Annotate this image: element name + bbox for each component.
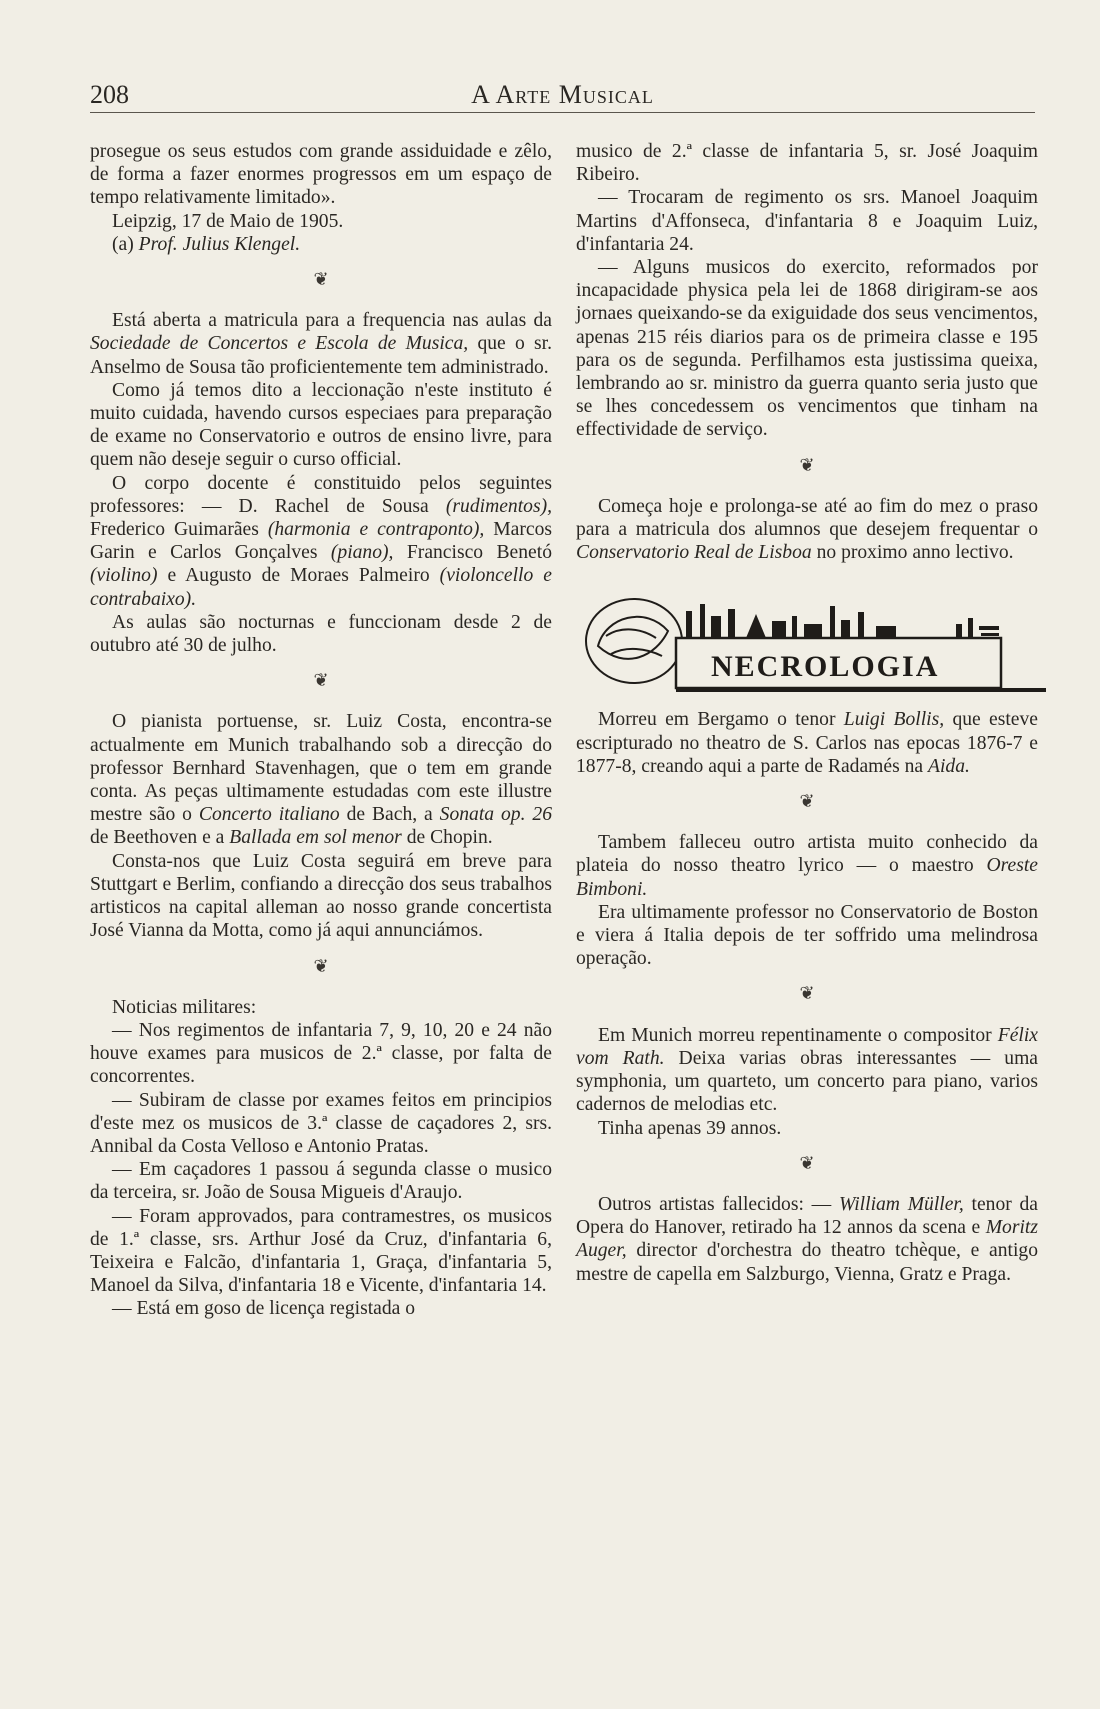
right-column [576,140,1038,1286]
fleuron-ornament-icon: ❦ [313,955,329,976]
necrologia-illustration [576,576,1046,696]
banner-title: NECROLOGIA [711,650,940,684]
paragraph: — Trocaram de regimento os srs. Manoel Joaquim Martins d'Affonseca, d'infantaria 8 e Joaquim Luiz, d'infantaria 24. [576,187,1038,255]
paragraph: Tinha apenas 39 annos. [598,1117,782,1139]
journal-title: A Arte Musical [471,80,654,109]
paragraph: Era ultimamente professor no Conservatorio de Boston e viera á Italia depois de ter soffrido uma melindrosa operação. [576,901,1038,970]
paragraph: Morreu em Bergamo o tenor Luigi Bollis, que esteve escripturado no theatro de S. Carlos nas epocas 1876-7 e 1877-8, creando aqui a parte de Radamés na Aida. [576,709,1038,777]
paragraph: Em Munich morreu repentinamente o compositor Félix vom Rath. Deixa varias obras interessantes — uma symphonia, um quarteto, um concerto para piano, varios cadernos de melodias etc. [576,1024,1039,1116]
fleuron-ornament-icon: ❦ [313,670,329,691]
dateline: Leipzig, 17 de Maio de 1905. [112,210,344,232]
page-header [90,72,1035,114]
paragraph: Como já temos dito a leccionação n'este instituto é muito cuidada, havendo cursos especiaes para preparação de exame no Conservatorio e outros de ensino livre, para quem não deseje seguir o curso official. [90,379,552,471]
paragraph: Consta-nos que Luiz Costa seguirá em breve para Stuttgart e Berlim, confiando a direcção dos seus trabalhos artisticos na capital alleman ao nosso grande concertista José Vianna da Motta, como já aqui annunciámos. [90,850,552,942]
fleuron-ornament-icon: ❦ [313,269,329,290]
paragraph: O pianista portuense, sr. Luiz Costa, encontra-se actualmente em Munich trabalhando sob a direcção do professor Bernhard Stavenhagen, que o tem em grande conta. As peças ultimamente estudadas com este illustre mestre são o Concerto italiano de Bach, a Sonata op. 26 de Beethoven e a Ballada em sol menor de Chopin. [90,711,552,849]
paragraph: Outros artistas fallecidos: — William Müller, tenor da Opera do Hanover, retirado ha 12 annos da scena e Moritz Auger, director d'orchestra do theatro tchèque, e antigo mestre de capella em Salzburgo, Vienna, Gratz e Praga. [576,1193,1038,1285]
fleuron-ornament-icon: ❦ [799,791,815,812]
left-column [90,140,552,1321]
paragraph: O corpo docente é constituido pelos seguintes professores: — D. Rachel de Sousa (rudimentos), Frederico Guimarães (harmonia e contraponto), Marcos Garin e Carlos Gonçalves (piano), Francisco Benetó (violino) e Augusto de Moraes Palmeiro (violoncello e contrabaixo). [90,472,553,610]
fleuron-ornament-icon: ❦ [799,454,815,475]
paragraph: — Foram approvados, para contramestres, os musicos de 1.ª classe, srs. Arthur José da Cruz, d'infantaria 6, Teixeira e Falcão, d'infantaria 1, Graça, d'infantaria 5, Manoel da Silva, d'infantaria 18 e Vicente, d'infantaria 14. [90,1205,552,1297]
paragraph: prosegue os seus estudos com grande assiduidade e zêlo, de forma a fazer enormes progressos em um espaço de tempo relativamente limitado». [90,141,552,209]
paragraph: — Está em goso de licença registada o [112,1298,416,1320]
header-rule [90,112,1035,113]
signature: (a) Prof. Julius Klengel. [112,233,301,255]
page-number: 208 [90,80,129,109]
paragraph: Tambem falleceu outro artista muito conhecido da plateia do nosso theatro lyrico — o maestro Oreste Bimboni. [576,832,1038,900]
paragraph: Está aberta a matricula para a frequencia nas aulas da Sociedade de Concertos e Escola de Musica, que o sr. Anselmo de Sousa tão proficientemente tem administrado. [90,310,553,378]
paragraph: Começa hoje e prolonga-se até ao fim do mez o praso para a matricula dos alumnos que desejem frequentar o Conservatorio Real de Lisboa no proximo anno lectivo. [576,495,1038,564]
paragraph: musico de 2.ª classe de infantaria 5, sr. José Joaquim Ribeiro. [576,141,1038,186]
paragraph: Noticias militares: [112,996,257,1018]
paragraph: As aulas são nocturnas e funccionam desde 2 de outubro até 30 de julho. [90,611,552,657]
paragraph: — Nos regimentos de infantaria 7, 9, 10, 20 e 24 não houve exames para musicos de 2.ª classe, por falta de concorrentes. [90,1019,552,1088]
paragraph: — Em caçadores 1 passou á segunda classe o musico da terceira, sr. João de Sousa Migueis d'Araujo. [90,1159,552,1204]
fleuron-ornament-icon: ❦ [799,1152,815,1173]
paragraph: — Subiram de classe por exames feitos em principios d'este mez os musicos de 3.ª classe de caçadores 2, srs. Annibal da Costa Velloso e Antonio Pratas. [90,1089,552,1157]
fleuron-ornament-icon: ❦ [799,983,815,1004]
necrologia-banner [576,576,1046,696]
paragraph: — Alguns musicos do exercito, reformados por incapacidade physica pela lei de 1868 dirigiram-se aos jornaes queixando-se da exiguidade dos seus vencimentos, apenas 215 réis diarios para os de primeira classe e 195 para os de segunda. Perfilhamos esta justissima queixa, lembrando ao sr. ministro da guerra quanto seria justo que se lhes concedessem os vencimentos que tinham na effectividade de serviço. [576,257,1038,441]
